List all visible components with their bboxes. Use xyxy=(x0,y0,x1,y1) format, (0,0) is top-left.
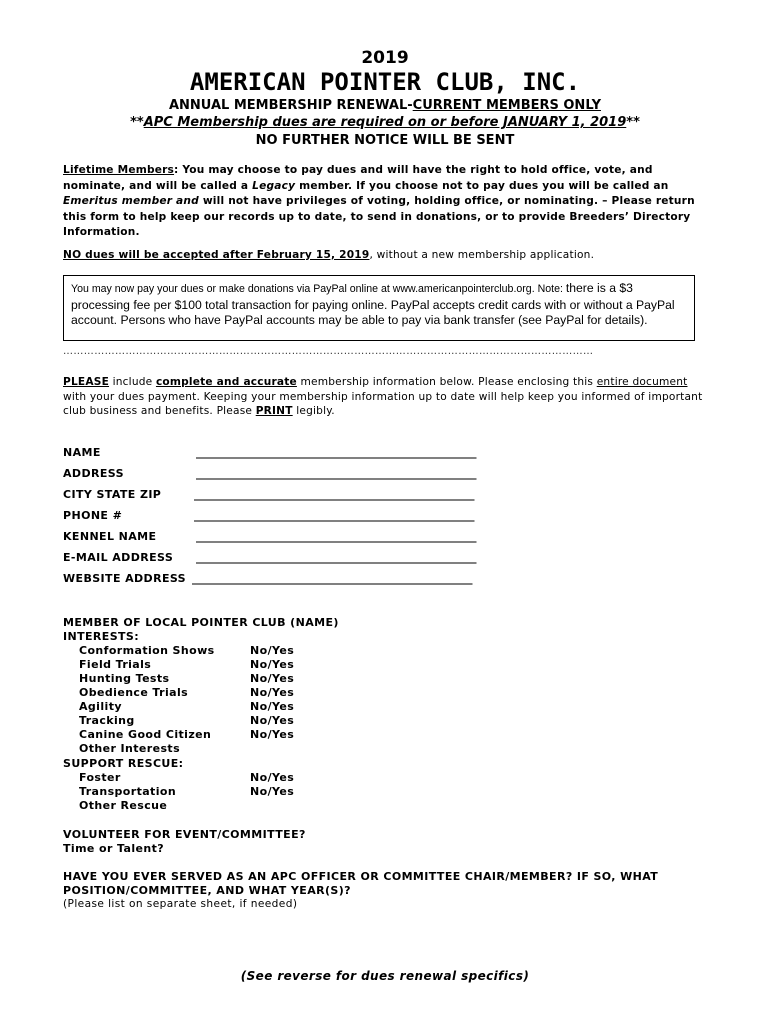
renewal-heading xyxy=(0,98,770,113)
instructions-text-1: include xyxy=(109,376,156,388)
renewal-prefix: ANNUAL MEMBERSHIP RENEWAL- xyxy=(168,98,413,113)
instructions-text-2: membership information below. Please enclosing this xyxy=(296,376,597,388)
emeritus-term: Emeritus member and xyxy=(63,195,199,207)
phone-label: PHONE # xyxy=(63,509,123,522)
no-dues-notice xyxy=(63,249,713,261)
no-further-notice: NO FURTHER NOTICE WILL BE SENT xyxy=(255,133,515,148)
renewal-current-members: CURRENT MEMBERS ONLY xyxy=(412,98,601,113)
paypal-text-small: You may now pay your dues or make donations via PayPal online at www.americanpointerclub.org. Note: xyxy=(71,283,566,295)
instructions-text-3: with your dues payment. Keeping your membership information up to date will help keep you informed of important club business and benefits. Please xyxy=(63,390,703,417)
website-label: WEBSITE ADDRESS xyxy=(63,572,187,585)
volunteer-question: VOLUNTEER FOR EVENT/COMMITTEE? xyxy=(63,828,306,841)
interest-other: Other Interests xyxy=(79,742,181,755)
interest-conformation: Conformation Shows xyxy=(79,644,215,657)
officer-note: (Please list on separate sheet, if needed) xyxy=(63,898,298,910)
see-reverse-note: (See reverse for dues renewal specifics) xyxy=(240,969,530,983)
cgc-no-yes[interactable]: No/Yes xyxy=(250,728,295,741)
email-label: E-MAIL ADDRESS xyxy=(63,551,174,564)
lifetime-text-2: member. If you choose not to pay dues you will be called an xyxy=(295,179,669,192)
city-state-zip-field[interactable]: ___________________________________________________ xyxy=(194,488,475,501)
kennel-name-label: KENNEL NAME xyxy=(63,530,157,543)
lifetime-members-paragraph xyxy=(63,163,713,241)
city-state-zip-label: CITY STATE ZIP xyxy=(63,488,162,501)
local-club-label: MEMBER OF LOCAL POINTER CLUB (NAME) xyxy=(63,616,339,629)
form-year: 2019 xyxy=(361,48,409,68)
interests-heading: INTERESTS: xyxy=(63,630,140,643)
foster-no-yes[interactable]: No/Yes xyxy=(250,771,295,784)
legacy-term: Legacy xyxy=(252,179,296,192)
lifetime-text-1: : You may choose to pay dues and will have the right to hold office, vote, and nominate, and will be called a xyxy=(63,164,653,192)
interest-field-trials: Field Trials xyxy=(79,658,152,671)
interest-obedience: Obedience Trials xyxy=(79,686,189,699)
hunting-tests-no-yes[interactable]: No/Yes xyxy=(250,672,295,685)
transportation-no-yes[interactable]: No/Yes xyxy=(250,785,295,798)
time-or-talent: Time or Talent? xyxy=(63,842,165,855)
obedience-no-yes[interactable]: No/Yes xyxy=(250,686,295,699)
organization-name: AMERICAN POINTER CLUB, INC. xyxy=(189,68,581,96)
phone-field[interactable]: ___________________________________________________ xyxy=(194,509,475,522)
support-rescue-heading: SUPPORT RESCUE: xyxy=(63,757,184,770)
lifetime-label: Lifetime Members xyxy=(63,164,175,176)
dotted-separator: ……………………………………………………………………………………………………………………………………… xyxy=(63,346,594,357)
instructions-paragraph xyxy=(63,375,713,419)
interest-hunting-tests: Hunting Tests xyxy=(79,672,170,685)
name-field[interactable]: ___________________________________________________ xyxy=(196,446,477,459)
please-word: PLEASE xyxy=(63,376,110,388)
website-field[interactable]: ___________________________________________________ xyxy=(192,572,473,585)
email-field[interactable]: ___________________________________________________ xyxy=(196,551,477,564)
rescue-foster: Foster xyxy=(79,771,121,784)
name-label: NAME xyxy=(63,446,101,459)
rescue-other: Other Rescue xyxy=(79,799,168,812)
officer-question: HAVE YOU EVER SERVED AS AN APC OFFICER OR COMMITTEE CHAIR/MEMBER? IF SO, WHAT POSITION/COMMITTEE, AND WHAT YEAR(S)? xyxy=(63,870,659,898)
lifetime-text-3: will not have privileges of voting, holding office, or nominating. – Please return this form to help keep our records up to date, to send in donations, or to provide Breeders’ Directory Information. xyxy=(63,195,695,238)
address-label: ADDRESS xyxy=(63,467,124,480)
no-dues-rest: , without a new membership application. xyxy=(369,249,595,261)
interest-agility: Agility xyxy=(79,700,122,713)
dues-deadline-text: APC Membership dues are required on or before JANUARY 1, 2019 xyxy=(143,115,627,130)
no-dues-deadline: NO dues will be accepted after February 15, 2019 xyxy=(63,249,370,261)
dues-stars-right: ** xyxy=(626,115,640,130)
interest-tracking: Tracking xyxy=(79,714,135,727)
tracking-no-yes[interactable]: No/Yes xyxy=(250,714,295,727)
dues-deadline xyxy=(0,115,770,130)
conformation-no-yes[interactable]: No/Yes xyxy=(250,644,295,657)
address-field[interactable]: ___________________________________________________ xyxy=(196,467,477,480)
print-word: PRINT xyxy=(255,405,293,417)
instructions-text-4: legibly. xyxy=(292,405,335,417)
complete-accurate: complete and accurate xyxy=(155,376,297,388)
paypal-text: there is a $3 processing fee per $100 total transaction for paying online. PayPal accepts credit cards with or without a PayPal account. Persons who have PayPal accounts may be able to pay via bank transfer (see PayPal for details). xyxy=(71,281,675,327)
agility-no-yes[interactable]: No/Yes xyxy=(250,700,295,713)
field-trials-no-yes[interactable]: No/Yes xyxy=(250,658,295,671)
entire-document: entire document xyxy=(596,376,688,388)
paypal-info-box xyxy=(63,275,695,341)
dues-stars-left: ** xyxy=(130,115,144,130)
kennel-name-field[interactable]: ___________________________________________________ xyxy=(196,530,477,543)
interest-canine-good-citizen: Canine Good Citizen xyxy=(79,728,212,741)
rescue-transportation: Transportation xyxy=(79,785,177,798)
